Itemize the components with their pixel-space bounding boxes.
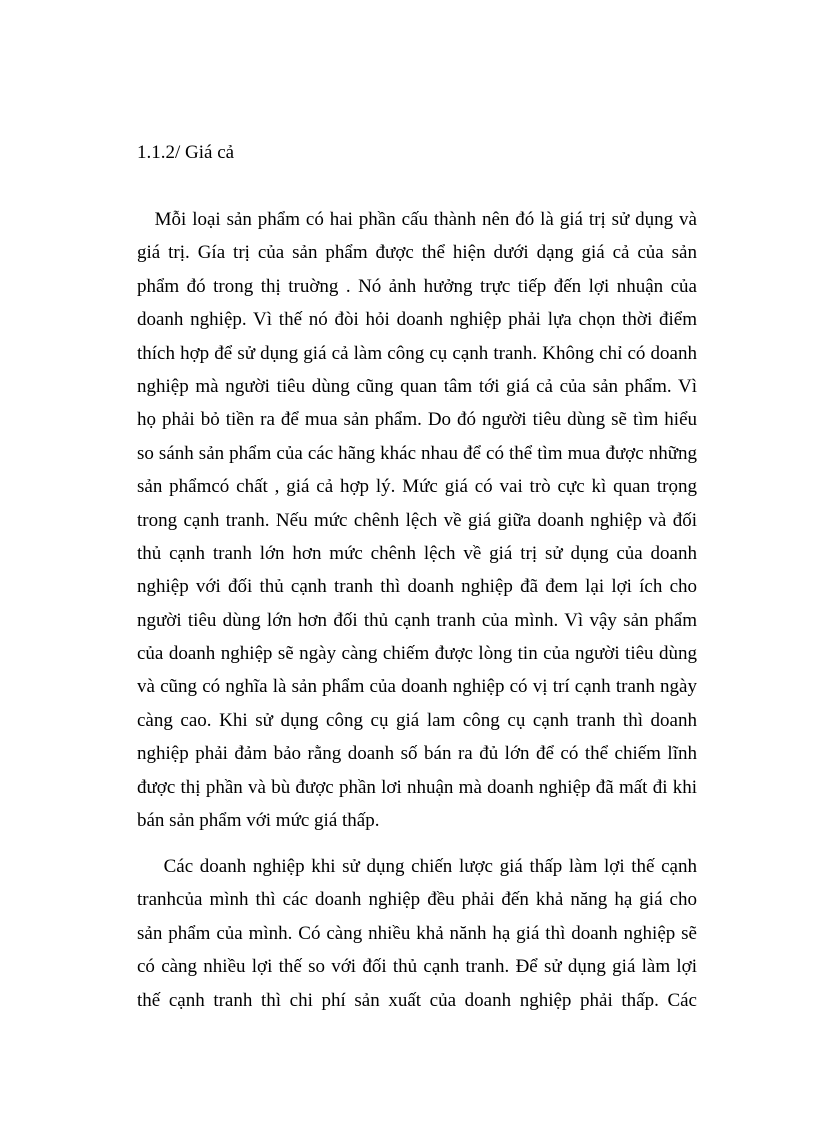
text-line: thích hợp để sử dụng giá cả làm công cụ cạnh tranh. Không chỉ có doanh <box>137 342 697 364</box>
text-line: được thị phần và bù được phần lơi nhuận mà doanh nghiệp đã mất đi khi <box>137 776 697 798</box>
text-line: phẩm đó trong thị truờng . Nó ảnh hưởng trực tiếp đến lợi nhuận của <box>137 275 697 297</box>
text-line: sản phẩm của mình. Có càng nhiều khả nănh hạ giá thì doanh nghiệp sẽ <box>137 922 697 944</box>
text-line: có càng nhiều lợi thế so với đối thủ cạnh tranh. Để sử dụng giá làm lợi <box>137 956 697 978</box>
text-line: doanh nghiệp. Vì thế nó đòi hỏi doanh nghiệp phải lựa chọn thời điểm <box>137 309 697 331</box>
text-line: so sánh sản phẩm của các hãng khác nhau để có thể tìm mua được những <box>137 442 697 464</box>
paragraph-1 <box>137 203 697 837</box>
paragraph-2 <box>137 850 697 1017</box>
text-line: Mỗi loại sản phẩm có hai phần cấu thành nên đó là giá trị sử dụng và <box>137 209 697 230</box>
text-line: của doanh nghiệp sẽ ngày càng chiếm được lòng tin của người tiêu dùng <box>137 643 697 665</box>
text-line: bán sản phẩm với mức giá thấp. <box>137 810 380 832</box>
text-line: nghiệp mà người tiêu dùng cũng quan tâm tới giá cả của sản phẩm. Vì <box>137 375 697 397</box>
text-line: trong cạnh tranh. Nếu mức chênh lệch về giá giữa doanh nghiệp và đối <box>137 509 697 531</box>
text-line: giá trị. Gía trị của sản phẩm được thể hiện dưới dạng giá cả của sản <box>137 242 697 264</box>
text-line: Các doanh nghiệp khi sử dụng chiến lược giá thấp làm lợi thế cạnh <box>137 856 697 877</box>
text-line: nghiệp phải đảm bảo rằng doanh số bán ra đủ lớn để có thể chiếm lĩnh <box>137 743 697 765</box>
text-line: thủ cạnh tranh lớn hơn mức chênh lệch về giá trị sử dụng của doanh <box>137 542 697 564</box>
text-line: và cũng có nghĩa là sản phẩm của doanh nghiệp có vị trí cạnh tranh ngày <box>137 676 697 698</box>
text-line: sản phẩmcó chất , giá cả hợp lý. Mức giá có vai trò cực kì quan trọng <box>137 476 697 498</box>
text-line: tranhcủa mình thì các doanh nghiệp đều phải đến khả năng hạ giá cho <box>137 889 697 911</box>
text-line: càng cao. Khi sử dụng công cụ giá lam công cụ cạnh tranh thì doanh <box>137 709 697 731</box>
section-heading: 1.1.2/ Giá cả <box>137 142 235 163</box>
text-line: họ phải bỏ tiền ra để mua sản phẩm. Do đó người tiêu dùng sẽ tìm hiểu <box>137 409 697 431</box>
text-line: nghiệp với đối thủ cạnh tranh thì doanh nghiệp đã đem lại lợi ích cho <box>137 576 697 598</box>
text-line: người tiêu dùng lớn hơn đối thủ cạnh tranh của mình. Vì vậy sản phẩm <box>137 609 697 631</box>
text-line: thế cạnh tranh thì chi phí sản xuất của doanh nghiệp phải thấp. Các <box>137 989 697 1011</box>
